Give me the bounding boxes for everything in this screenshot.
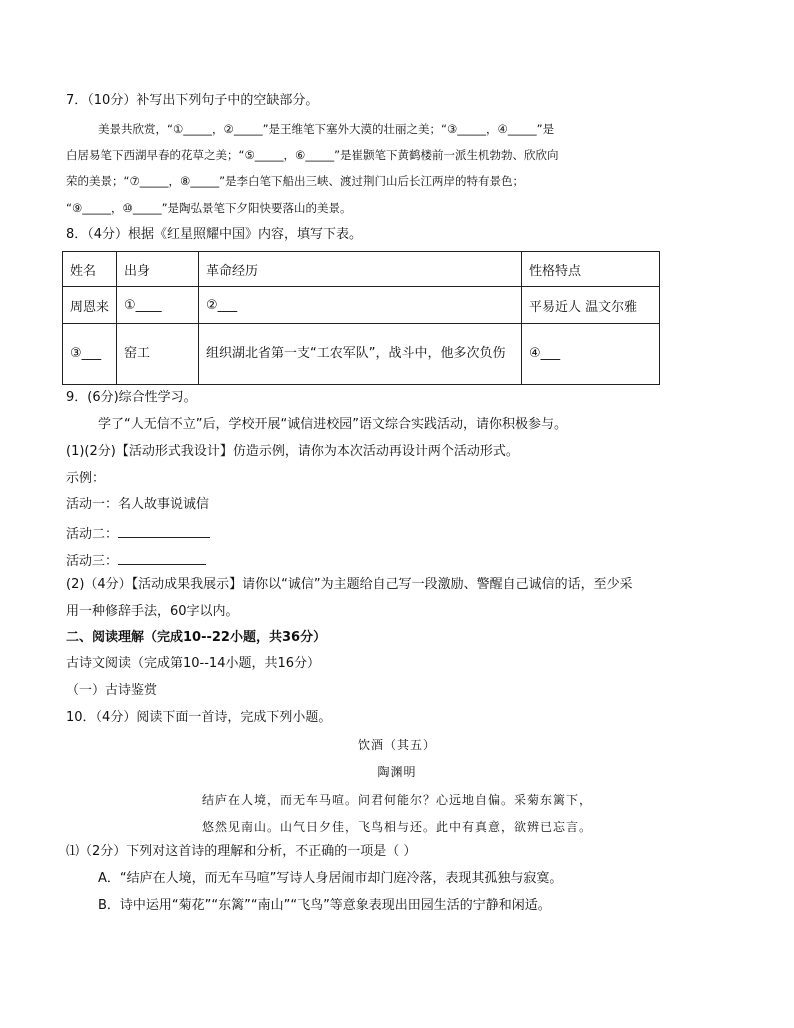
activity-3-label: 活动三： xyxy=(66,554,119,569)
table-cell: 平易近人 温文尔雅 xyxy=(522,287,660,324)
table-row xyxy=(63,287,660,324)
poem-line-1: 结庐在人境，而无车马喧。问君何能尔？心远地自偏。采菊东篱下， xyxy=(201,793,592,807)
q9-header: 9．(6分)综合性学习。 xyxy=(66,390,197,405)
table-cell: 周恩来 xyxy=(63,287,117,324)
col-header-name: 姓名 xyxy=(63,252,117,287)
col-header-origin: 出身 xyxy=(117,252,199,287)
q9-activity-3 xyxy=(66,550,206,571)
q9-activity-1: 活动一：名人故事说诚信 xyxy=(66,497,210,512)
table-header-row xyxy=(63,252,660,287)
q9-activity-2 xyxy=(66,523,210,544)
q8-header: 8．（4分）根据《红星照耀中国》内容，填写下表。 xyxy=(66,227,363,242)
table-cell-blank-3: ③___ xyxy=(63,324,117,385)
q10-option-b: B．诗中运用“菊花”“东篱”“南山”“飞鸟”等意象表现出田园生活的宁静和闲适。 xyxy=(98,898,551,913)
q7-line-1: 美景共欣赏，“①_____，②_____”是王维笔下塞外大漠的壮丽之美；“③_____，④_____”是 xyxy=(98,122,555,136)
activity-2-label: 活动二： xyxy=(66,527,119,542)
table-cell: 窑工 xyxy=(117,324,199,385)
q7-line-4: “⑨_____，⑩_____”是陶弘景笔下夕阳快要落山的美景。 xyxy=(66,201,352,215)
q9-sub2-line-1: (2)（4分）【活动成果我展示】请你以“诚信”为主题给自己写一段激励、警醒自己诚信的话，至少采 xyxy=(66,577,633,592)
table-cell-blank-2: ②___ xyxy=(199,287,522,324)
table-cell-blank-1: ①____ xyxy=(117,287,199,324)
q9-example-label: 示例： xyxy=(66,471,106,486)
table-cell: 组织湖北省第一支“工农军队”，战斗中，他多次负伤 xyxy=(199,324,522,385)
table-row xyxy=(63,324,660,385)
section-2-title: 二、阅读理解（完成10--22小题，共36分） xyxy=(66,630,327,645)
q7-header: 7．（10分）补写出下列句子中的空缺部分。 xyxy=(66,93,319,108)
q10-sub1: ⑴（2分）下列对这首诗的理解和分析，不正确的一项是（ ） xyxy=(66,844,417,859)
q10-option-a: A．“结庐在人境，而无车马喧”写诗人身居闹市却门庭冷落，表现其孤独与寂寞。 xyxy=(98,871,563,886)
activity-2-blank xyxy=(118,523,210,538)
table-cell-blank-4: ④___ xyxy=(522,324,660,385)
q7-line-2: 白居易笔下西湖早春的花草之美；“⑤_____，⑥_____”是崔颢笔下黄鹤楼前一派生机勃勃、欣欣向 xyxy=(66,148,559,162)
q9-sub1: (1)(2分)【活动形式我设计】仿造示例，请你为本次活动再设计两个活动形式。 xyxy=(66,444,519,459)
section-2-subtitle: 古诗文阅读（完成第10--14小题，共16分） xyxy=(66,656,321,671)
q7-line-3: 荣的美景；“⑦_____，⑧_____”是李白笔下船出三峡、渡过荆门山后长江两岸的特有景色； xyxy=(66,174,525,188)
poem-title: 饮酒（其五） xyxy=(357,738,436,752)
section-2-part: （一）古诗鉴赏 xyxy=(66,683,158,698)
poem-line-2: 悠然见南山。山气日夕佳，飞鸟相与还。此中有真意，欲辨已忘言。 xyxy=(201,820,592,834)
activity-3-blank xyxy=(118,550,206,565)
poem-author: 陶渊明 xyxy=(377,765,417,779)
col-header-character: 性格特点 xyxy=(522,252,660,287)
q9-sub2-line-2: 用一种修辞手法，60字以内。 xyxy=(66,604,239,619)
q8-table xyxy=(62,251,660,385)
q10-header: 10．（4分）阅读下面一首诗，完成下列小题。 xyxy=(66,710,332,725)
q9-intro: 学了“人无信不立”后，学校开展“诚信进校园”语文综合实践活动，请你积极参与。 xyxy=(98,417,567,432)
col-header-revolution: 革命经历 xyxy=(199,252,522,287)
